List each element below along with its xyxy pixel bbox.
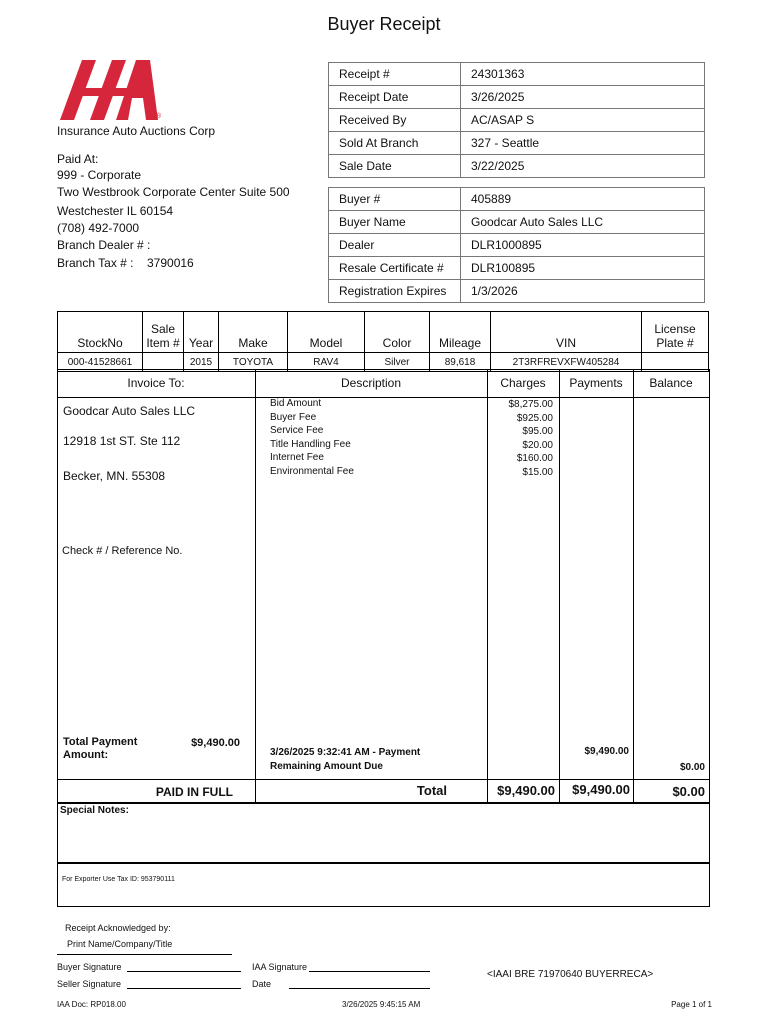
- total-label: Total: [416, 783, 447, 798]
- buyer-label: Registration Expires: [329, 280, 461, 303]
- buyer-row: [329, 257, 705, 280]
- total-payment-value: $9,490.00: [191, 737, 240, 749]
- iaa-logo: [60, 58, 162, 122]
- line-item-charge: $925.00: [516, 412, 553, 424]
- branch-dealer-label: Branch Dealer # :: [57, 238, 151, 252]
- vehicle-table: [57, 311, 709, 372]
- receipt-label: Sold At Branch: [329, 132, 461, 155]
- invoice-to-name: Goodcar Auto Sales LLC: [63, 404, 196, 418]
- line-item-desc: Bid Amount: [270, 398, 322, 409]
- header-color: Color: [365, 312, 430, 353]
- header-sale-item: [143, 312, 184, 353]
- line-item-desc: Environmental Fee: [270, 465, 354, 477]
- date-label: Date: [252, 979, 272, 989]
- header-plate: [642, 312, 709, 353]
- reference-code: <IAAI BRE 71970640 BUYERRECA>: [487, 969, 654, 980]
- line-item-charge: $15.00: [522, 466, 553, 478]
- line-item-charge: $160.00: [516, 453, 553, 464]
- header-model: Model: [288, 312, 365, 353]
- buyer-value: 405889: [461, 188, 705, 211]
- invoice-to-street: 12918 1st ST. Ste 112: [63, 434, 181, 448]
- check-reference-label: Check # / Reference No.: [62, 545, 183, 557]
- company-name: Insurance Auto Auctions Corp: [57, 124, 216, 138]
- buyer-value: 1/3/2026: [461, 280, 705, 303]
- total-payment-label-line2: Amount:: [63, 749, 109, 761]
- ack-print-label: Print Name/Company/Title: [67, 939, 173, 949]
- header-mileage: Mileage: [430, 312, 491, 353]
- receipt-value: 3/22/2025: [461, 155, 705, 178]
- description-list: [270, 397, 354, 478]
- buyer-value: DLR100895: [461, 257, 705, 280]
- buyer-info-table: [328, 187, 705, 303]
- vehicle-mileage: 89,618: [430, 353, 491, 372]
- vehicle-make: TOYOTA: [219, 353, 288, 372]
- line-item-desc: Buyer Fee: [270, 411, 317, 423]
- charges-list: [487, 398, 553, 479]
- line-item-charge: $95.00: [522, 426, 553, 437]
- header-vin: VIN: [491, 312, 642, 353]
- header-sale-item-line1: Sale: [150, 322, 176, 336]
- vehicle-stock: 000-41528661: [58, 353, 143, 372]
- col-divider-3: [559, 369, 560, 802]
- header-plate-line1: License: [654, 322, 696, 336]
- buyer-signature-label: Buyer Signature: [57, 962, 122, 972]
- print-name-line: [57, 954, 232, 955]
- header-balance: Balance: [649, 376, 693, 390]
- header-sale-item-line2: Item #: [146, 336, 180, 350]
- remaining-amount: $0.00: [679, 762, 705, 773]
- invoice-header-divider: [57, 397, 709, 398]
- total-payment-label-line1: Total Payment: [63, 736, 138, 748]
- buyer-row: [329, 211, 705, 234]
- remaining-line: Remaining Amount Due: [270, 761, 383, 772]
- paid-at-street: Two Westbrook Corporate Center Suite 500: [57, 185, 290, 199]
- branch-tax-value: 3790016: [147, 256, 194, 270]
- vehicle-model: RAV4: [288, 353, 365, 372]
- total-charges: $9,490.00: [497, 783, 555, 798]
- receipt-row: [329, 63, 705, 86]
- iaa-signature-label: IAA Signature: [252, 962, 308, 972]
- buyer-signature-line[interactable]: [127, 971, 241, 972]
- total-payment-label: [63, 736, 137, 762]
- header-make: Make: [219, 312, 288, 353]
- doc-id: IAA Doc: RP018.00: [57, 1000, 126, 1009]
- header-description: Description: [340, 376, 402, 390]
- header-plate-line2: Plate #: [656, 336, 694, 350]
- total-payments: $9,490.00: [572, 782, 630, 797]
- totals-divider: [57, 779, 709, 780]
- header-year: Year: [184, 312, 219, 353]
- buyer-value: Goodcar Auto Sales LLC: [461, 211, 705, 234]
- buyer-value: DLR1000895: [461, 234, 705, 257]
- payment-line: 3/26/2025 9:32:41 AM - Payment: [270, 747, 421, 758]
- invoice-to-city: Becker, MN. 55308: [63, 469, 166, 483]
- exporter-box: [57, 862, 710, 907]
- vehicle-year: 2015: [184, 353, 219, 372]
- total-balance: $0.00: [672, 784, 705, 799]
- paid-at-branch: 999 - Corporate: [57, 168, 142, 182]
- paid-at-city: Westchester IL 60154: [57, 204, 174, 218]
- line-item-desc: Internet Fee: [270, 452, 324, 463]
- header-stock: StockNo: [58, 312, 143, 353]
- buyer-label: Dealer: [329, 234, 461, 257]
- header-payments: Payments: [569, 376, 623, 390]
- special-notes-box: [57, 802, 710, 864]
- line-item-charge: $8,275.00: [508, 399, 553, 410]
- line-item-desc: Service Fee: [270, 425, 324, 436]
- seller-signature-label: Seller Signature: [57, 979, 122, 989]
- vehicle-vin: 2T3RFREVXFW405284: [491, 353, 642, 372]
- buyer-row: [329, 234, 705, 257]
- exporter-note: For Exporter Use Tax ID: 953790111: [62, 876, 175, 883]
- receipt-label: Received By: [329, 109, 461, 132]
- vehicle-header-row: [58, 312, 709, 353]
- page-title: Buyer Receipt: [327, 14, 441, 34]
- special-notes-label: Special Notes:: [60, 805, 129, 816]
- header-invoice-to: Invoice To:: [127, 376, 185, 390]
- receipt-row: [329, 155, 705, 178]
- receipt-row: [329, 109, 705, 132]
- branch-tax-label: Branch Tax # :: [57, 256, 134, 270]
- receipt-label: Receipt #: [329, 63, 461, 86]
- paid-at-label: Paid At:: [57, 152, 99, 166]
- receipt-row: [329, 132, 705, 155]
- col-divider-4: [633, 369, 634, 802]
- seller-signature-line[interactable]: [127, 988, 241, 989]
- col-divider-1: [255, 369, 256, 802]
- buyer-label: Buyer #: [329, 188, 461, 211]
- vehicle-color: Silver: [365, 353, 430, 372]
- receipt-row: [329, 86, 705, 109]
- payment-amount: $9,490.00: [584, 746, 629, 757]
- receipt-label: Receipt Date: [329, 86, 461, 109]
- receipt-info-table: [328, 62, 705, 178]
- line-item-charge: $20.00: [522, 439, 553, 451]
- ack-label: Receipt Acknowledged by:: [65, 923, 171, 933]
- iaa-signature-line[interactable]: [309, 971, 430, 972]
- page-number: Page 1 of 1: [671, 1000, 712, 1009]
- line-item-desc: Title Handling Fee: [270, 438, 351, 450]
- date-line[interactable]: [289, 988, 430, 989]
- receipt-value: AC/ASAP S: [461, 109, 705, 132]
- paid-at-phone: (708) 492-7000: [57, 221, 140, 235]
- receipt-value: 327 - Seattle: [461, 132, 705, 155]
- print-timestamp: 3/26/2025 9:45:15 AM: [342, 1000, 421, 1009]
- receipt-value: 24301363: [461, 63, 705, 86]
- header-charges: Charges: [500, 376, 546, 390]
- receipt-value: 3/26/2025: [461, 86, 705, 109]
- registered-mark: ®: [156, 113, 162, 120]
- buyer-label: Resale Certificate #: [329, 257, 461, 280]
- buyer-row: [329, 280, 705, 303]
- buyer-row: [329, 188, 705, 211]
- buyer-label: Buyer Name: [329, 211, 461, 234]
- paid-in-full-label: PAID IN FULL: [155, 785, 233, 799]
- receipt-label: Sale Date: [329, 155, 461, 178]
